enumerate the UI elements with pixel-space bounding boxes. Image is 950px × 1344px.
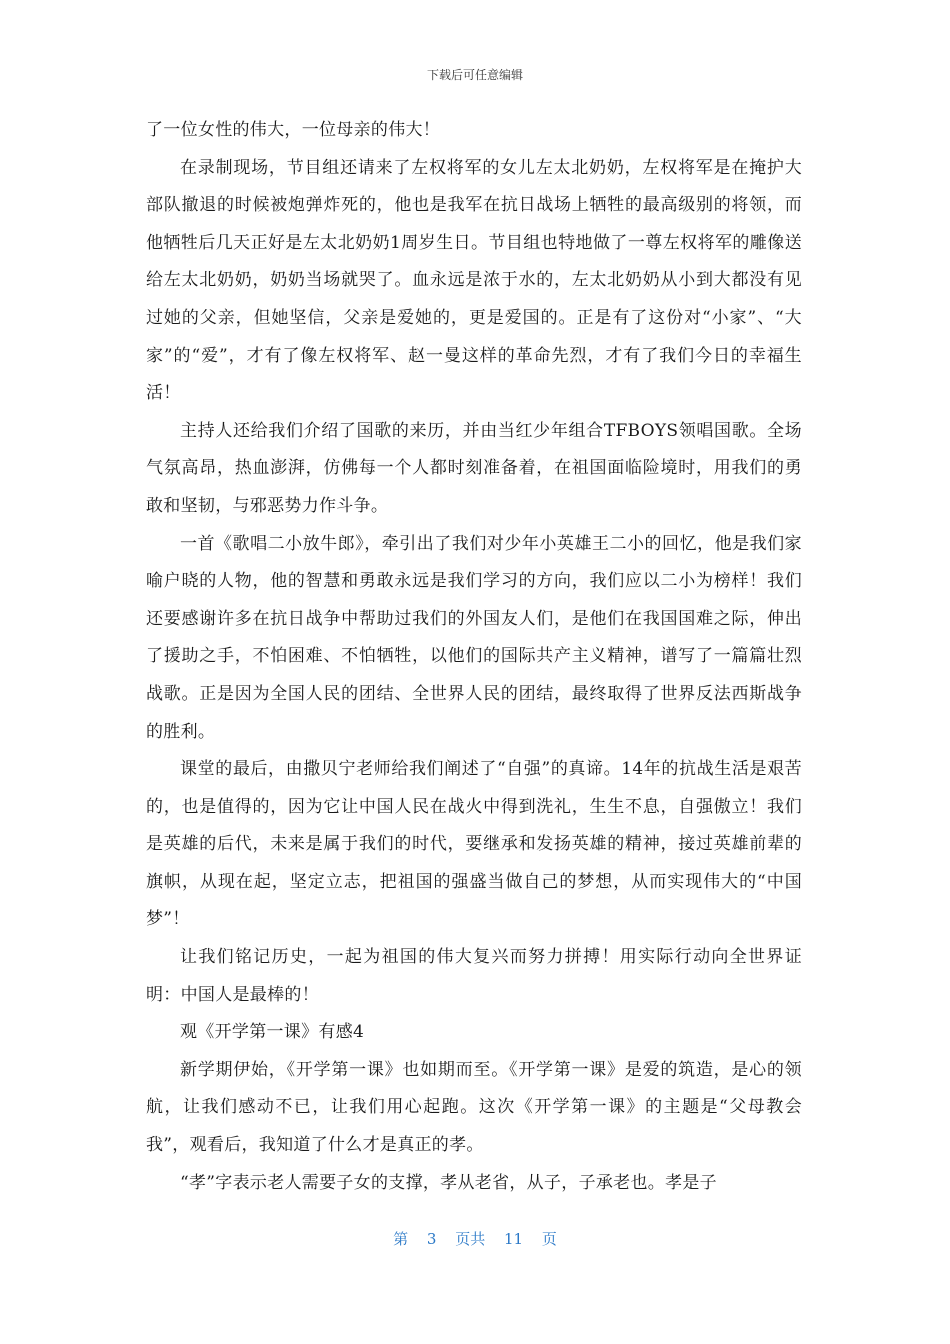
footer-current-page: 3 (426, 1230, 437, 1248)
section-heading: 观《开学第一课》有感4 (180, 1022, 365, 1043)
paragraph: 在录制现场，节目组还请来了左权将军的女儿左太北奶奶，左权将军是在掩护大部队撤退的时候被炮弹炸死的，他也是我军在抗日战场上牺牲的最高级别的将领，而他牺牲后几天正好是左太北奶奶1周岁生日。节目组也特地做了一尊左权将军的雕像送给左太北奶奶，奶奶当场就哭了。血永远是浓于水的，左太北奶奶从小到大都没有见过她的父亲，但她坚信，父亲是爱她的，更是爱国的。正是有了这份对“小家”、“大家”的“爱”，才有了像左权将军、赵一曼这样的革命先烈，才有了我们今日的幸福生活！ (146, 157, 802, 404)
paragraph-continuation: 了一位女性的伟大，一位母亲的伟大！ (146, 120, 441, 140)
footer-middle: 页共 (455, 1230, 486, 1248)
footer-total-pages: 11 (504, 1230, 524, 1248)
page-footer (0, 1228, 950, 1249)
page-header: 下载后可任意编辑 (426, 68, 523, 82)
footer-prefix: 第 (393, 1230, 409, 1248)
paragraph: 主持人还给我们介绍了国歌的来历，并由当红少年组合TFBOYS领唱国歌。全场气氛高昂，热血澎湃，仿佛每一个人都时刻准备着，在祖国面临险境时，用我们的勇敢和坚韧，与邪恶势力作斗争。 (146, 420, 802, 516)
paragraph: 课堂的最后，由撒贝宁老师给我们阐述了“自强”的真谛。14年的抗战生活是艰苦的，也是值得的，因为它让中国人民在战火中得到洗礼，生生不息，自强傲立！我们是英雄的后代，未来是属于我们的时代，要继承和发扬英雄的精神，接过英雄前辈的旗帜，从现在起，坚定立志，把祖国的强盛当做自己的梦想，从而实现伟大的“中国梦”！ (146, 759, 802, 930)
paragraph: 新学期伊始，《开学第一课》也如期而至。《开学第一课》是爱的筑造，是心的领航，让我们感动不已，让我们用心起跑。这次《开学第一课》的主题是“父母教会我”，观看后，我知道了什么才是真正的孝。 (146, 1059, 802, 1156)
paragraph: 一首《歌唱二小放牛郎》，牵引出了我们对少年小英雄王二小的回忆，他是我们家喻户晓的人物，他的智慧和勇敢永远是我们学习的方向，我们应以二小为榜样！我们还要感谢许多在抗日战争中帮助过我们的外国友人们，是他们在我国国难之际，伸出了援助之手，不怕困难、不怕牺牲，以他们的国际共产主义精神，谱写了一篇篇壮烈战歌。正是因为全国人民的团结、全世界人民的团结，最终取得了世界反法西斯战争的胜利。 (146, 533, 802, 742)
document-body (146, 112, 802, 1202)
paragraph: 让我们铭记历史，一起为祖国的伟大复兴而努力拼搏！用实际行动向全世界证明：中国人是最棒的！ (146, 947, 802, 1005)
footer-suffix: 页 (541, 1230, 557, 1248)
paragraph: “孝”字表示老人需要子女的支撑，孝从老省，从子，子承老也。孝是子 (180, 1172, 717, 1193)
